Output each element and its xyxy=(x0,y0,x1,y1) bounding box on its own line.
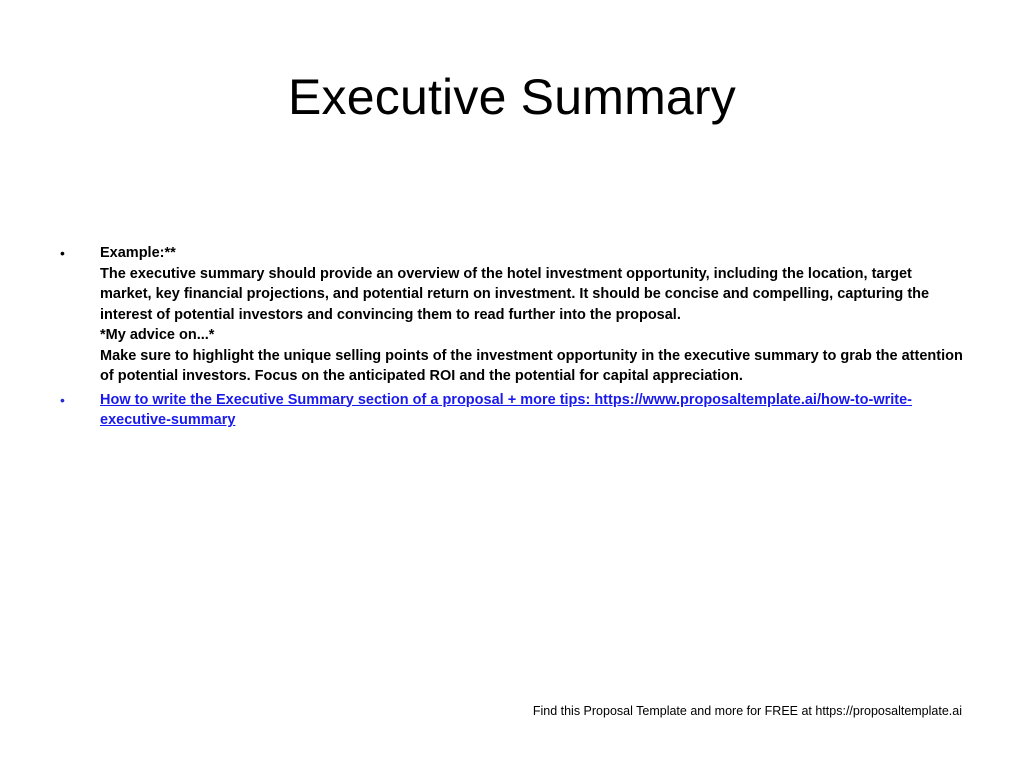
advice-paragraph: Make sure to highlight the unique selling points of the investment opportunity in the executive summary to grab the attention of potential investors. Focus on the anticipated ROI and the potential for capital appreciation. xyxy=(100,347,963,384)
bullet-text xyxy=(100,390,966,431)
slide-title: Executive Summary xyxy=(288,69,736,125)
bullet-list xyxy=(56,243,966,431)
example-heading: Example:** xyxy=(100,245,176,261)
example-paragraph: The executive summary should provide an overview of the hotel investment opportunity, including the location, target market, key financial projections, and potential return on investment. It should be concise and compelling, capturing the interest of potential investors and convincing them to read further into the proposal. xyxy=(100,265,930,323)
bullet-item-link xyxy=(56,390,966,431)
advice-heading: *My advice on...* xyxy=(100,327,215,343)
bullet-marker: • xyxy=(60,391,65,408)
bullet-marker: • xyxy=(60,245,65,261)
executive-summary-link[interactable]: How to write the Executive Summary section of a proposal + more tips: https://www.proposaltemplate.ai/how-to-write-executive-summary xyxy=(100,391,912,428)
bullet-text xyxy=(100,243,966,387)
footer-note: Find this Proposal Template and more for FREE at https://proposaltemplate.ai xyxy=(532,704,962,718)
bullet-item-example xyxy=(56,243,966,387)
